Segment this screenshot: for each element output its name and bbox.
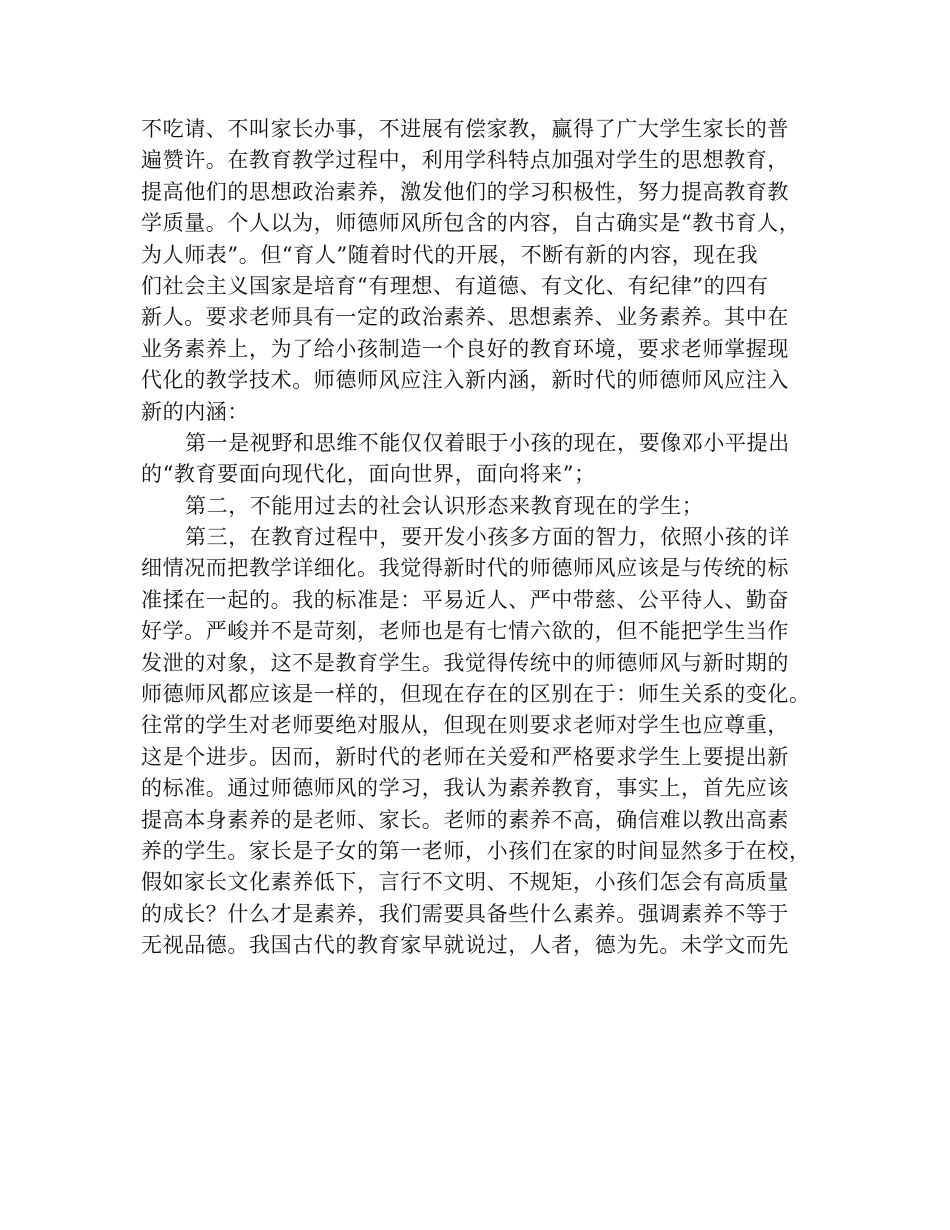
text-line: 业务素养上，为了给小孩制造一个良好的教育环境，要求老师掌握现 [141,336,789,361]
text-line: 新人。要求老师具有一定的政治素养、思想素养、业务素养。其中在 [141,305,789,330]
text-line: 发泄的对象，这不是教育学生。我觉得传统中的师德师风与新时期的 [141,650,789,675]
text-line: 学质量。个人以为，师德师风所包含的内容，自古确实是“教书育人， [141,211,801,236]
text-line: 代化的教学技术。师德师风应注入新内涵，新时代的师德师风应注入 [141,368,789,393]
text-line: 们社会主义国家是培育“有理想、有道德、有文化、有纪律”的四有 [141,273,769,298]
text-line: 的“教育要面向现代化，面向世界，面向将来”； [141,462,596,487]
text-line: 准揉在一起的。我的标准是：平易近人、严中带慈、公平待人、勤奋 [141,587,789,612]
text-line: 师德师风都应该是一样的，但现在存在的区别在于：师生关系的变化。 [141,682,811,707]
text-line: 的标准。通过师德师风的学习，我认为素养教育，事实上，首先应该 [141,776,789,801]
paragraph-first-line: 第一是视野和思维不能仅仅着眼于小孩的现在，要像邓小平提出 [185,430,790,455]
text-line: 好学。严峻并不是苛刻，老师也是有七情六欲的，但不能把学生当作 [141,619,789,644]
text-line: 养的学生。家长是子女的第一老师，小孩们在家的时间显然多于在校， [141,838,811,863]
text-line: 假如家长文化素养低下，言行不文明、不规矩，小孩们怎会有高质量 [141,870,789,895]
text-line: 无视品德。我国古代的教育家早就说过，人者，德为先。未学文而先 [141,933,789,958]
text-line: 提高他们的思想政治素养，激发他们的学习积极性，努力提高教育教 [141,179,789,204]
text-line: 这是个进步。因而，新时代的老师在关爱和严格要求学生上要提出新 [141,744,789,769]
text-line: 不吃请、不叫家长办事，不进展有偿家教，赢得了广大学生家长的普 [141,117,789,141]
paragraph-first-line: 第二，不能用过去的社会认识形态来教育现在的学生； [185,493,704,518]
text-line: 新的内涵： [141,399,249,424]
text-line: 为人师表”。但“育人”随着时代的开展，不断有新的内容，现在我 [141,242,759,267]
paragraph-first-line: 第三，在教育过程中，要开发小孩多方面的智力，依照小孩的详 [185,525,790,550]
text-line: 遍赞许。在教育教学过程中，利用学科特点加强对学生的思想教育， [141,148,789,173]
text-line: 往常的学生对老师要绝对服从，但现在则要求老师对学生也应尊重， [141,713,789,738]
text-line: 提高本身素养的是老师、家长。老师的素养不高，确信难以教出高素 [141,807,789,832]
body-text [141,114,821,962]
text-line: 细情况而把教学详细化。我觉得新时代的师德师风应该是与传统的标 [141,556,789,581]
text-line: 的成长？什么才是素养，我们需要具备些什么素养。强调素养不等于 [141,901,789,926]
